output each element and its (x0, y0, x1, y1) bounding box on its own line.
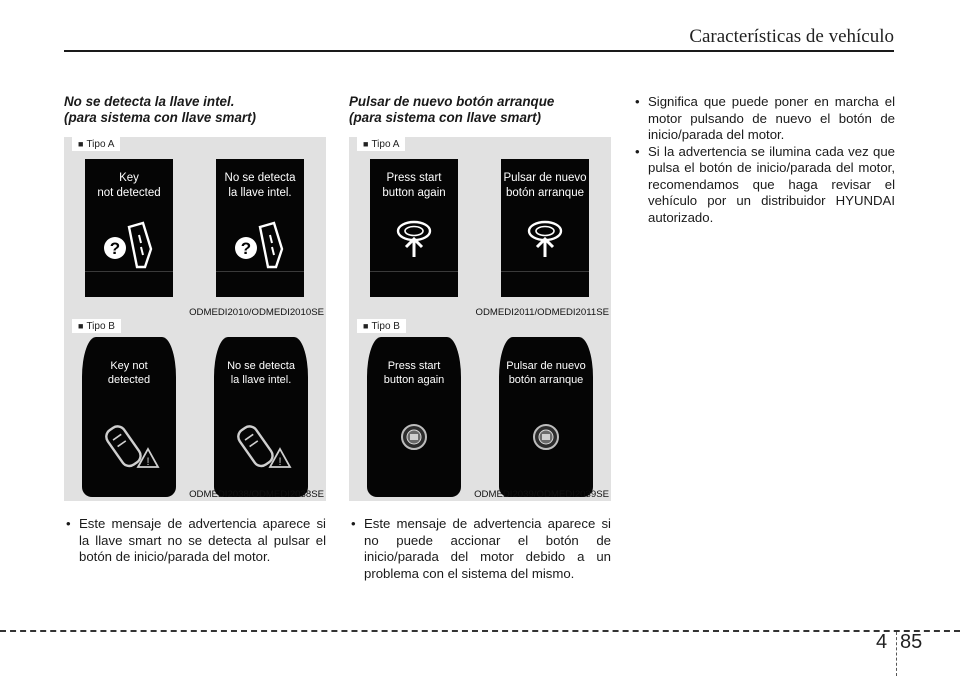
svg-text:?: ? (240, 239, 252, 258)
cluster-display-spanish (216, 159, 304, 297)
section-title-line1: No se detecta la llave intel. (64, 94, 235, 109)
display-text-line1: Pulsar de nuevo (506, 360, 586, 372)
bullet-item: • Este mensaje de advertencia aparece si la llave smart no se detecta al pulsar el botón de inicio/parada del motor. (64, 516, 326, 566)
section-title-press-start (349, 94, 554, 126)
display-text-line2: botón arranque (508, 374, 584, 386)
bullet-item: • Significa que puede poner en marcha el motor pulsando de nuevo el botón de inicio/parada del motor. (633, 94, 895, 144)
figure-code: ODMEDI2038/ODMEDI2038SE (189, 489, 324, 500)
smart-key-question-icon (230, 215, 290, 273)
display-text-line2: la llave intel. (230, 374, 292, 386)
header-rule (64, 50, 894, 52)
display-text-line1: Pulsar de nuevo (503, 172, 587, 184)
cluster-display-spanish (214, 337, 308, 497)
panel-tag-label: Tipo A (86, 139, 115, 150)
panel-tag-label: Tipo A (371, 139, 400, 150)
section-title-key-not-detected (64, 94, 256, 126)
cluster-display-english (370, 159, 458, 297)
display-text-line2: la llave intel. (228, 187, 292, 199)
panel-tag: ■ Tipo B (357, 319, 406, 333)
panel-tag: ■ Tipo B (72, 319, 121, 333)
panel-tag-label: Tipo B (371, 321, 400, 332)
smart-key-question-icon (99, 215, 159, 273)
section-title-line1: Pulsar de nuevo botón arranque (349, 94, 555, 109)
smart-key-warning-icon (228, 417, 296, 475)
figure-code: ODMEDI2011/ODMEDI2011SE (475, 307, 609, 318)
page-header-title: Características de vehículo (689, 26, 894, 47)
page-number: 85 (900, 631, 923, 653)
cluster-display-english (85, 159, 173, 297)
bullet-item: • Este mensaje de advertencia aparece si no puede accionar el botón de inicio/parada del motor debido a un problema con el sistema del mismo. (349, 516, 611, 582)
smart-key-warning-icon (96, 417, 164, 475)
display-text-line2: not detected (97, 187, 161, 199)
svg-text:!: ! (278, 456, 282, 468)
display-text-line2: button again (383, 374, 445, 386)
display-text-line1: No se detecta (227, 360, 295, 372)
start-button-press-icon (525, 217, 565, 261)
footer-rule (0, 630, 960, 632)
bullet-item: • Si la advertencia se ilumina cada vez que pulsa el botón de inicio/parada del motor, recomendamos que haga revisar el vehículo por un distribuidor HYUNDAI autorizado. (633, 144, 895, 227)
figure-panel-type-a (64, 137, 326, 319)
cluster-display-spanish (499, 337, 593, 497)
figure-code: ODMEDI2010/ODMEDI2010SE (189, 307, 324, 318)
body-text-column-1 (64, 516, 326, 566)
chapter-number: 4 (876, 631, 888, 653)
panel-tag: ■ Tipo A (72, 137, 120, 151)
display-text-line1: No se detecta (224, 172, 296, 184)
display-text-line2: detected (107, 374, 151, 386)
section-title-line2: (para sistema con llave smart) (64, 110, 257, 125)
body-text-column-2 (349, 516, 611, 582)
cluster-display-spanish (501, 159, 589, 297)
body-text-column-3 (633, 94, 895, 226)
svg-text:!: ! (146, 456, 150, 468)
cluster-display-english (82, 337, 176, 497)
display-text-line1: Press start (387, 360, 441, 372)
display-text-line1: Press start (386, 172, 442, 184)
figure-panel-type-a (349, 137, 611, 319)
figure-panel-type-b (64, 319, 326, 501)
section-title-line2: (para sistema con llave smart) (349, 110, 542, 125)
panel-tag-label: Tipo B (86, 321, 115, 332)
display-text-line2: button again (382, 187, 446, 199)
figure-code: ODMEDI2039/ODMEDI2039SE (474, 489, 609, 500)
footer-divider (896, 632, 897, 676)
start-button-icon (400, 423, 428, 451)
display-text-line1: Key not (110, 360, 148, 372)
display-text-line2: botón arranque (505, 187, 584, 199)
svg-text:?: ? (109, 239, 121, 258)
panel-tag: ■ Tipo A (357, 137, 405, 151)
start-button-press-icon (394, 217, 434, 261)
start-button-icon (532, 423, 560, 451)
figure-panel-type-b (349, 319, 611, 501)
display-text-line1: Key (119, 172, 139, 184)
cluster-display-english (367, 337, 461, 497)
